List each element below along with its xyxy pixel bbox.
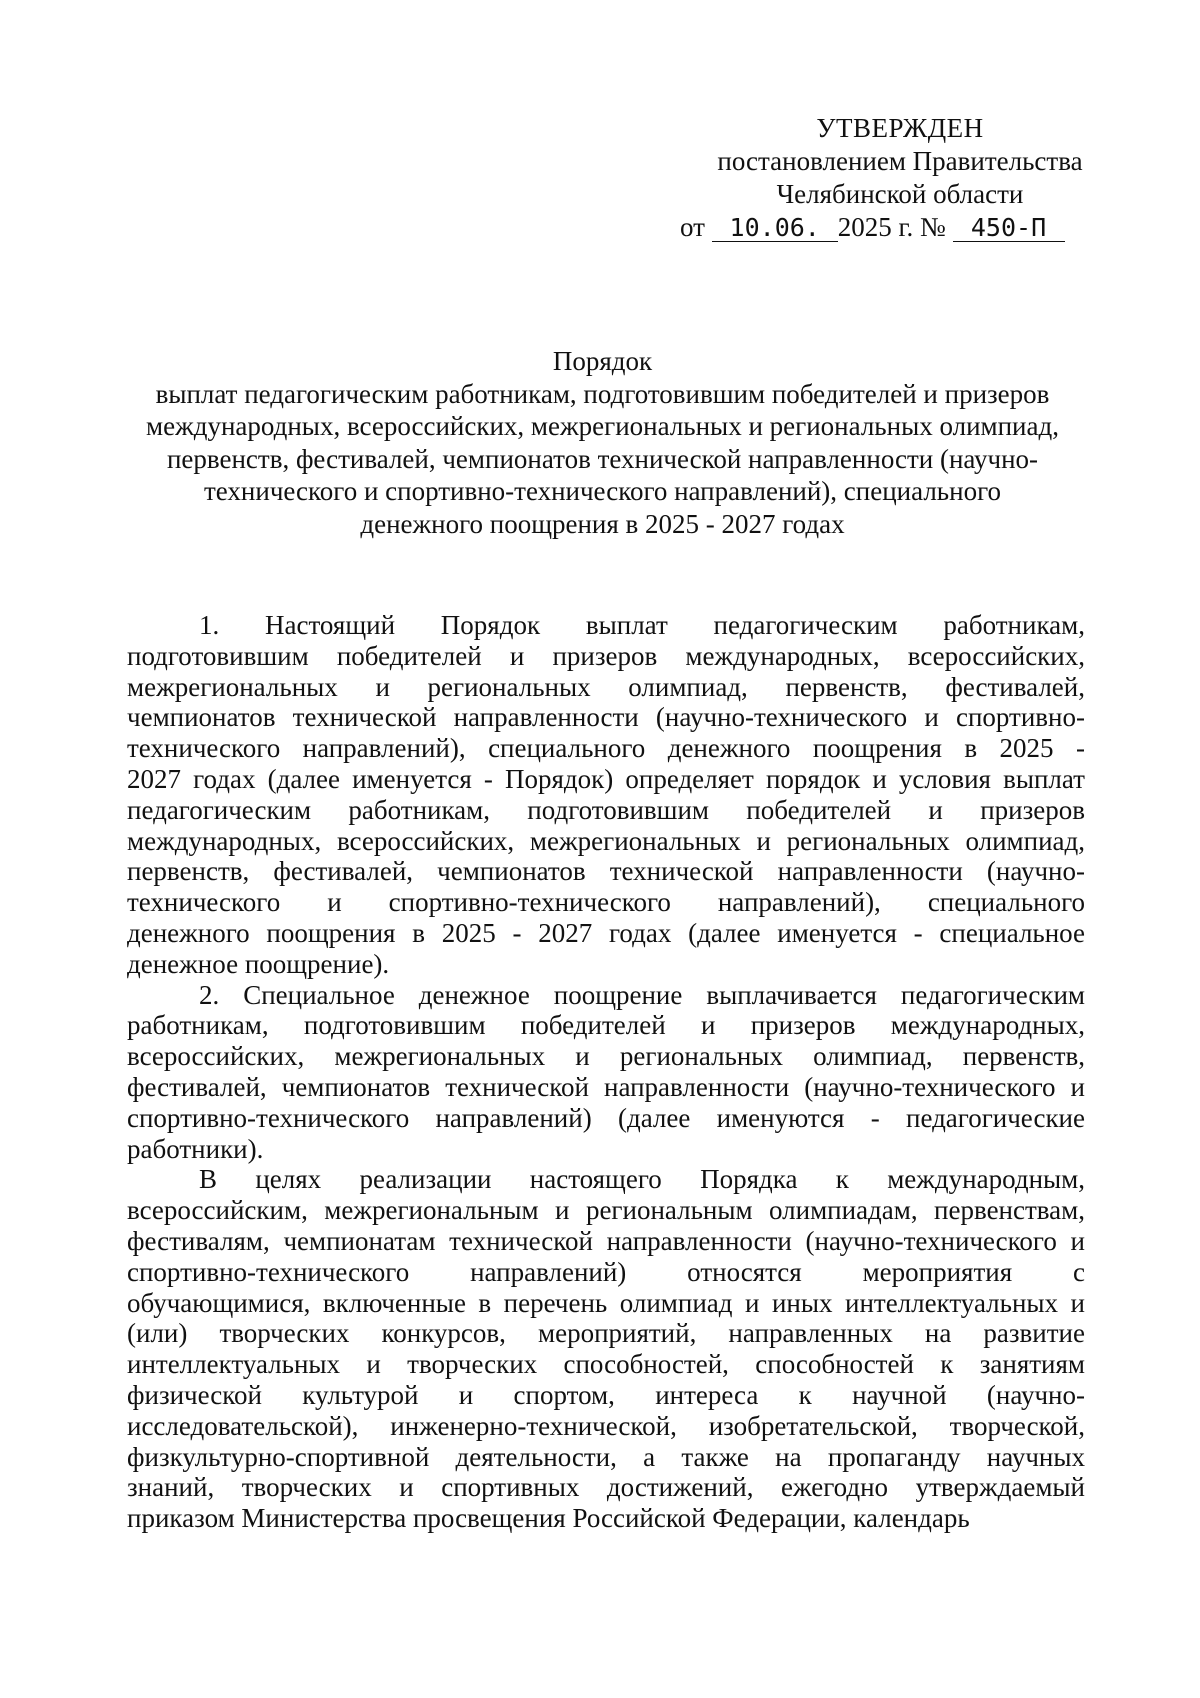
paragraph-line: денежное поощрение). — [127, 948, 390, 979]
paragraph-line: обучающимися, включенные в перечень олимпиад и иных интеллектуальных и — [127, 1287, 1085, 1318]
paragraph-line: приказом Министерства просвещения Российской Федерации, календарь — [127, 1503, 970, 1534]
approval-line-resolution: постановлением Правительства — [717, 146, 1083, 176]
paragraph-3 — [127, 1164, 1085, 1534]
paragraph-line: международных, всероссийских, межрегиональных и региональных олимпиад, — [127, 825, 1085, 856]
approval-title: УТВЕРЖДЕН — [816, 113, 984, 143]
title-heading: Порядок — [552, 346, 653, 376]
title-line: технического и спортивно-технического направлений), специального — [204, 476, 1001, 506]
paragraph-line: первенств, фестивалей, чемпионатов технической направленности (научно- — [127, 856, 1085, 887]
paragraph-line: спортивно-технического направлений) (далее именуются - педагогические — [127, 1102, 1085, 1133]
approval-line-region: Челябинской области — [776, 179, 1024, 209]
paragraph-line: межрегиональных и региональных олимпиад, первенств, фестивалей, — [127, 671, 1085, 702]
paragraph-line: фестивалям, чемпионатам технической направленности (научно-технического и — [127, 1225, 1085, 1256]
approval-year-text: 2025 г. № — [837, 212, 946, 242]
paragraph-line: знаний, творческих и спортивных достижений, ежегодно утверждаемый — [127, 1472, 1085, 1503]
paragraph-line: интеллектуальных и творческих способностей, способностей к занятиям — [127, 1349, 1085, 1380]
paragraph-line: физической культурой и спортом, интереса к научной (научно- — [127, 1379, 1085, 1410]
paragraph-line: исследовательской), инженерно-технической, изобретательской, творческой, — [127, 1410, 1085, 1441]
paragraph-line: работникам, подготовившим победителей и призеров международных, — [127, 1010, 1085, 1041]
document-title — [120, 345, 1085, 540]
paragraph-line: работники). — [127, 1133, 264, 1164]
paragraph-line: В целях реализации настоящего Порядка к международным, — [199, 1164, 1085, 1195]
approval-number-value: 450-П — [953, 215, 1065, 242]
paragraph-line: технического направлений), специального денежного поощрения в 2025 - — [127, 733, 1085, 764]
paragraph-line: спортивно-технического направлений) относятся мероприятия с — [127, 1256, 1085, 1287]
title-line: международных, всероссийских, межрегиональных и региональных олимпиад, — [146, 411, 1059, 441]
title-line: первенств, фестивалей, чемпионатов технической направленности (научно- — [166, 443, 1039, 474]
paragraph-1 — [127, 610, 1085, 980]
document-body — [127, 610, 1085, 1534]
paragraph-line: всероссийских, межрегиональных и региональных олимпиад, первенств, — [127, 1041, 1085, 1072]
paragraph-line: физкультурно-спортивной деятельности, а также на пропаганду научных — [127, 1441, 1085, 1472]
title-line: денежного поощрения в 2025 - 2027 годах — [360, 508, 845, 539]
paragraph-line: фестивалей, чемпионатов технической направленности (научно-технического и — [127, 1071, 1085, 1102]
paragraph-line: денежного поощрения в 2025 - 2027 годах (далее именуется - специальное — [127, 917, 1085, 948]
paragraph-line: 2027 годах (далее именуется - Порядок) определяет порядок и условия выплат — [127, 763, 1085, 794]
paragraph-line: всероссийским, межрегиональным и региональным олимпиадам, первенствам, — [127, 1195, 1085, 1226]
title-line: выплат педагогическим работникам, подготовившим победителей и призеров — [155, 378, 1050, 409]
paragraph-line: 2. Специальное денежное поощрение выплачивается педагогическим — [199, 979, 1085, 1010]
approval-date-line — [680, 211, 1110, 244]
paragraph-line: подготовившим победителей и призеров международных, всероссийских, — [127, 640, 1085, 671]
paragraph-line: 1. Настоящий Порядок выплат педагогическим работникам, — [199, 610, 1085, 640]
paragraph-line: чемпионатов технической направленности (научно-технического и спортивно- — [127, 702, 1085, 733]
paragraph-2 — [127, 980, 1085, 1165]
paragraph-line: технического и спортивно-технического направлений), специального — [127, 887, 1085, 918]
approval-date-value: 10.06. — [712, 215, 838, 242]
approval-stamp — [680, 112, 1110, 244]
approval-from-label: от — [680, 212, 705, 242]
paragraph-line: педагогическим работникам, подготовившим победителей и призеров — [127, 794, 1085, 825]
paragraph-line: (или) творческих конкурсов, мероприятий, направленных на развитие — [127, 1318, 1085, 1349]
